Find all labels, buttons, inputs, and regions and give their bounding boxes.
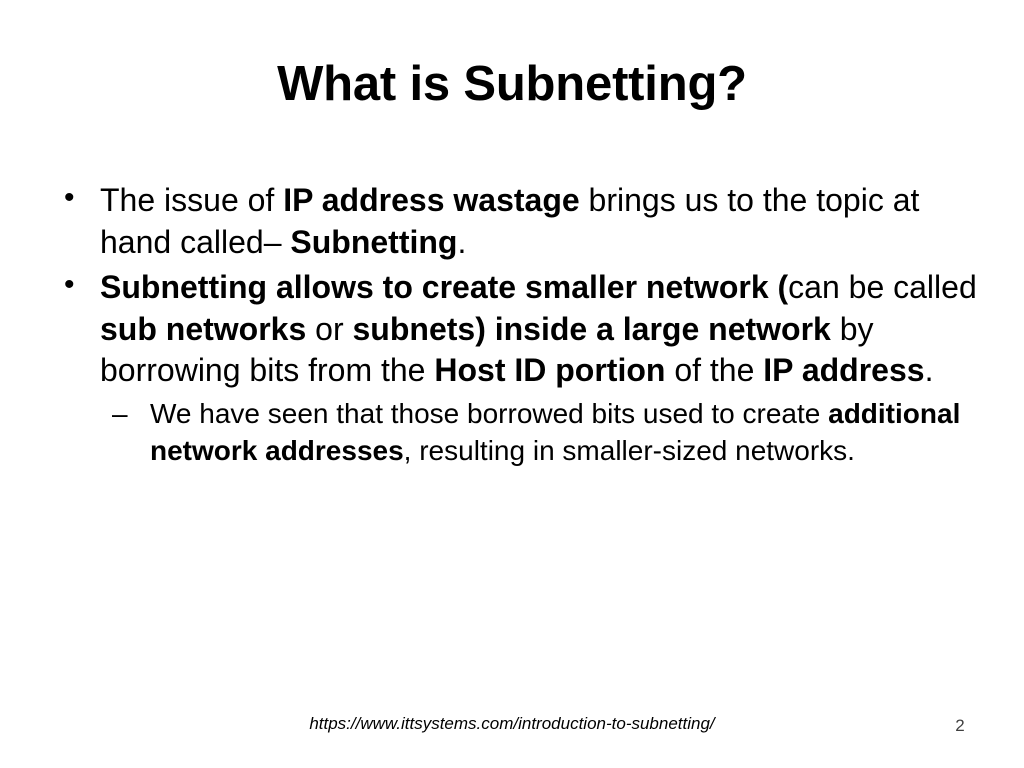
bullet-item-1 [52,180,982,263]
bullet-text-1: The issue of IP address wastage brings us to the topic at hand called– Subnetting. [100,182,920,260]
source-link-text: https://www.ittsystems.com/introduction-to-subnetting/ [309,714,715,733]
sub-bullet-text-1: We have seen that those borrowed bits used to create additional network addresses, resulting in smaller-sized networks. [150,397,961,466]
sub-bullet-item-1 [100,396,982,470]
page-number: 2 [955,716,965,735]
sub-bullet-list [100,396,982,470]
bullet-list [52,180,982,470]
page-title: What is Subnetting? [277,57,747,111]
slide-body [52,180,982,474]
source-link[interactable] [0,714,1024,734]
bullet-text-2: Subnetting allows to create smaller network (can be called sub networks or subnets) inside a large network by borrowing bits from the Host ID portion of the IP address. [100,269,977,389]
bullet-item-2 [52,267,982,470]
